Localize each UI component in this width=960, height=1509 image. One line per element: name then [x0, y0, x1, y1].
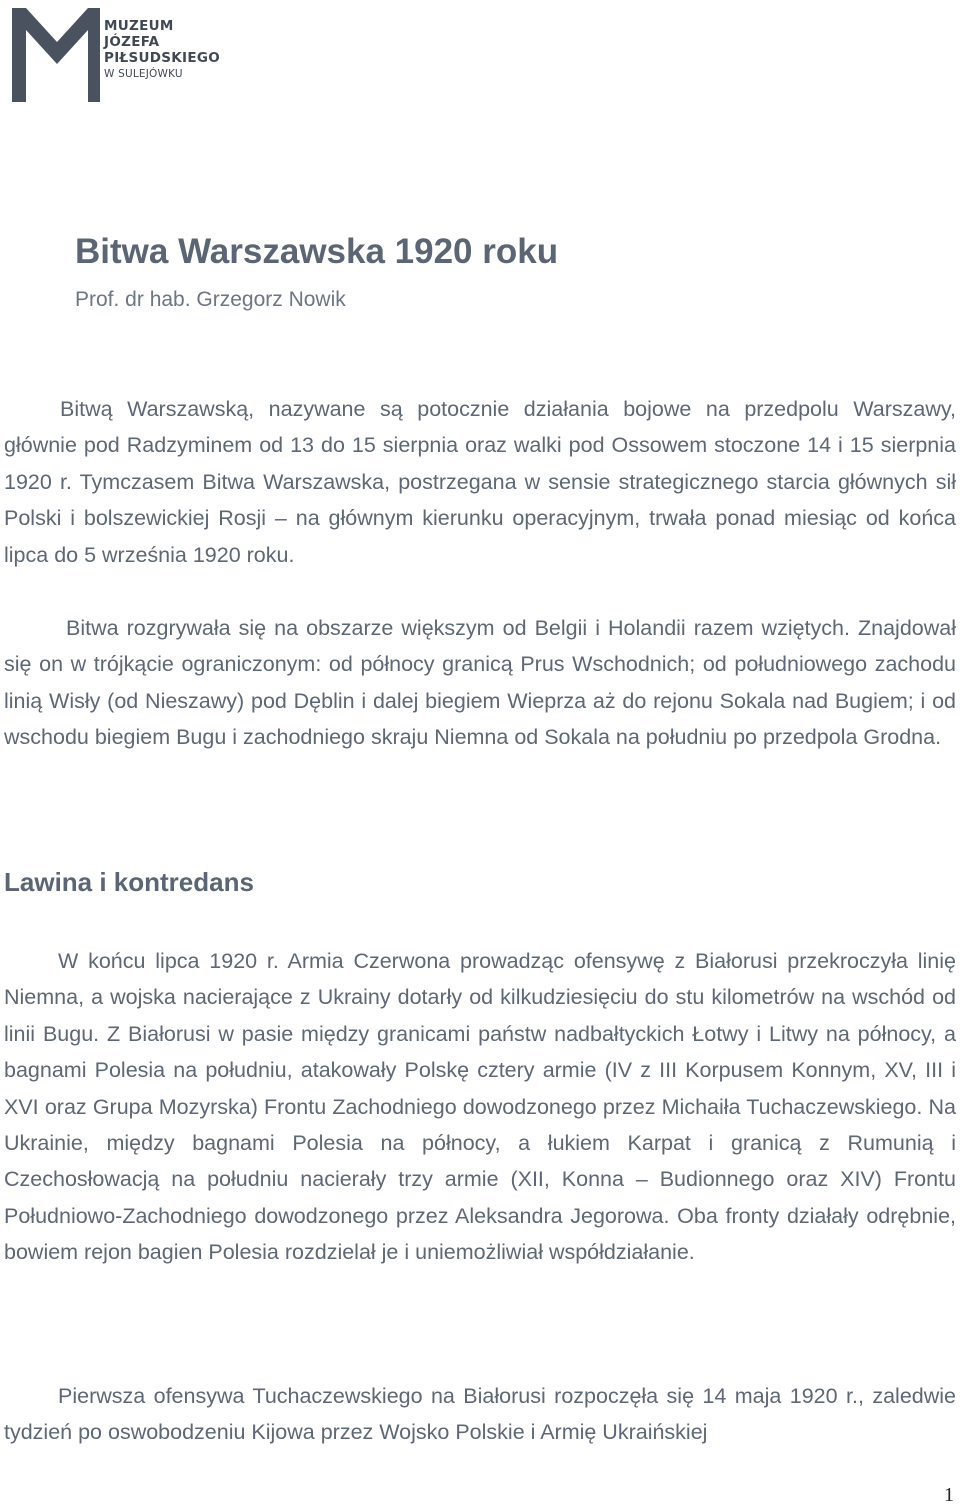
logo-text [104, 18, 220, 82]
museum-m-logo-icon [12, 8, 102, 102]
page-number: 1 [944, 1484, 954, 1506]
document-title: Bitwa Warszawska 1920 roku [75, 232, 559, 271]
logo-line-1: MUZEUM [104, 18, 174, 34]
logo-line-2: JÓZEFA [104, 34, 160, 50]
logo-line-4: W SULEJÓWKU [104, 68, 183, 80]
logo-line-3: PIŁSUDSKIEGO [104, 50, 221, 66]
museum-logo [12, 8, 232, 102]
paragraph-2: Bitwa rozgrywała się na obszarze większym od Belgii i Holandii razem wziętych. Znajdował się on w trójkącie ograniczonym: od północy granicą Prus Wschodnich; od południowego zachodu linią Wisły (od Nieszawy) pod Dęblin i dalej biegiem Wieprza aż do rejonu Sokala nad Bugiem; i od wschodu biegiem Bugu i zachodniego skraju Niemna od Sokala na południu po przedpola Grodna. [4, 616, 956, 750]
document-author: Prof. dr hab. Grzegorz Nowik [75, 288, 346, 311]
paragraph-1: Bitwą Warszawską, nazywane są potocznie działania bojowe na przedpolu Warszawy, głównie pod Radzyminem od 13 do 15 sierpnia oraz walki pod Ossowem stoczone 14 i 15 sierpnia 1920 r. Tymczasem Bitwa Warszawska, postrzegana w sensie strategicznego starcia głównych sił Polski i bolszewickiej Rosji – na głównym kierunku operacyjnym, trwała ponad miesiąc od końca lipca do 5 września 1920 roku. [4, 397, 956, 567]
section-paragraph-1: W końcu lipca 1920 r. Armia Czerwona prowadząc ofensywę z Białorusi przekroczyła linię Niemna, a wojska nacierające z Ukrainy dotarły od kilkudziesięciu do stu kilometrów na wschód od linii Bugu. Z Białorusi w pasie między granicami państw nadbałtyckich Łotwy i Litwy na północy, a bagnami Polesia na południu, atakowały Polskę cztery armie (IV z III Korpusem Konnym, XV, III i XVI oraz Grupa Mozyrska) Frontu Zachodniego dowodzonego przez Michaiła Tuchaczewskiego. Na Ukrainie, między bagnami Polesia na północy, a łukiem Karpat i granicą z Rumunią i Czechosłowacją na południu nacierały trzy armie (XII, Konna – Budionnego oraz XIV) Frontu Południowo-Zachodniego dowodzonego przez Aleksandra Jegorowa. Oba fronty działały odrębnie, bowiem rejon bagien Polesia rozdzielał je i uniemożliwiał współdziałanie. [4, 949, 956, 1265]
section-heading: Lawina i kontredans [4, 867, 254, 897]
section-paragraph-2: Pierwsza ofensywa Tuchaczewskiego na Białorusi rozpoczęła się 14 maja 1920 r., zaledwie tydzień po oswobodzeniu Kijowa przez Wojsko Polskie i Armię Ukraińskiej [4, 1384, 956, 1445]
